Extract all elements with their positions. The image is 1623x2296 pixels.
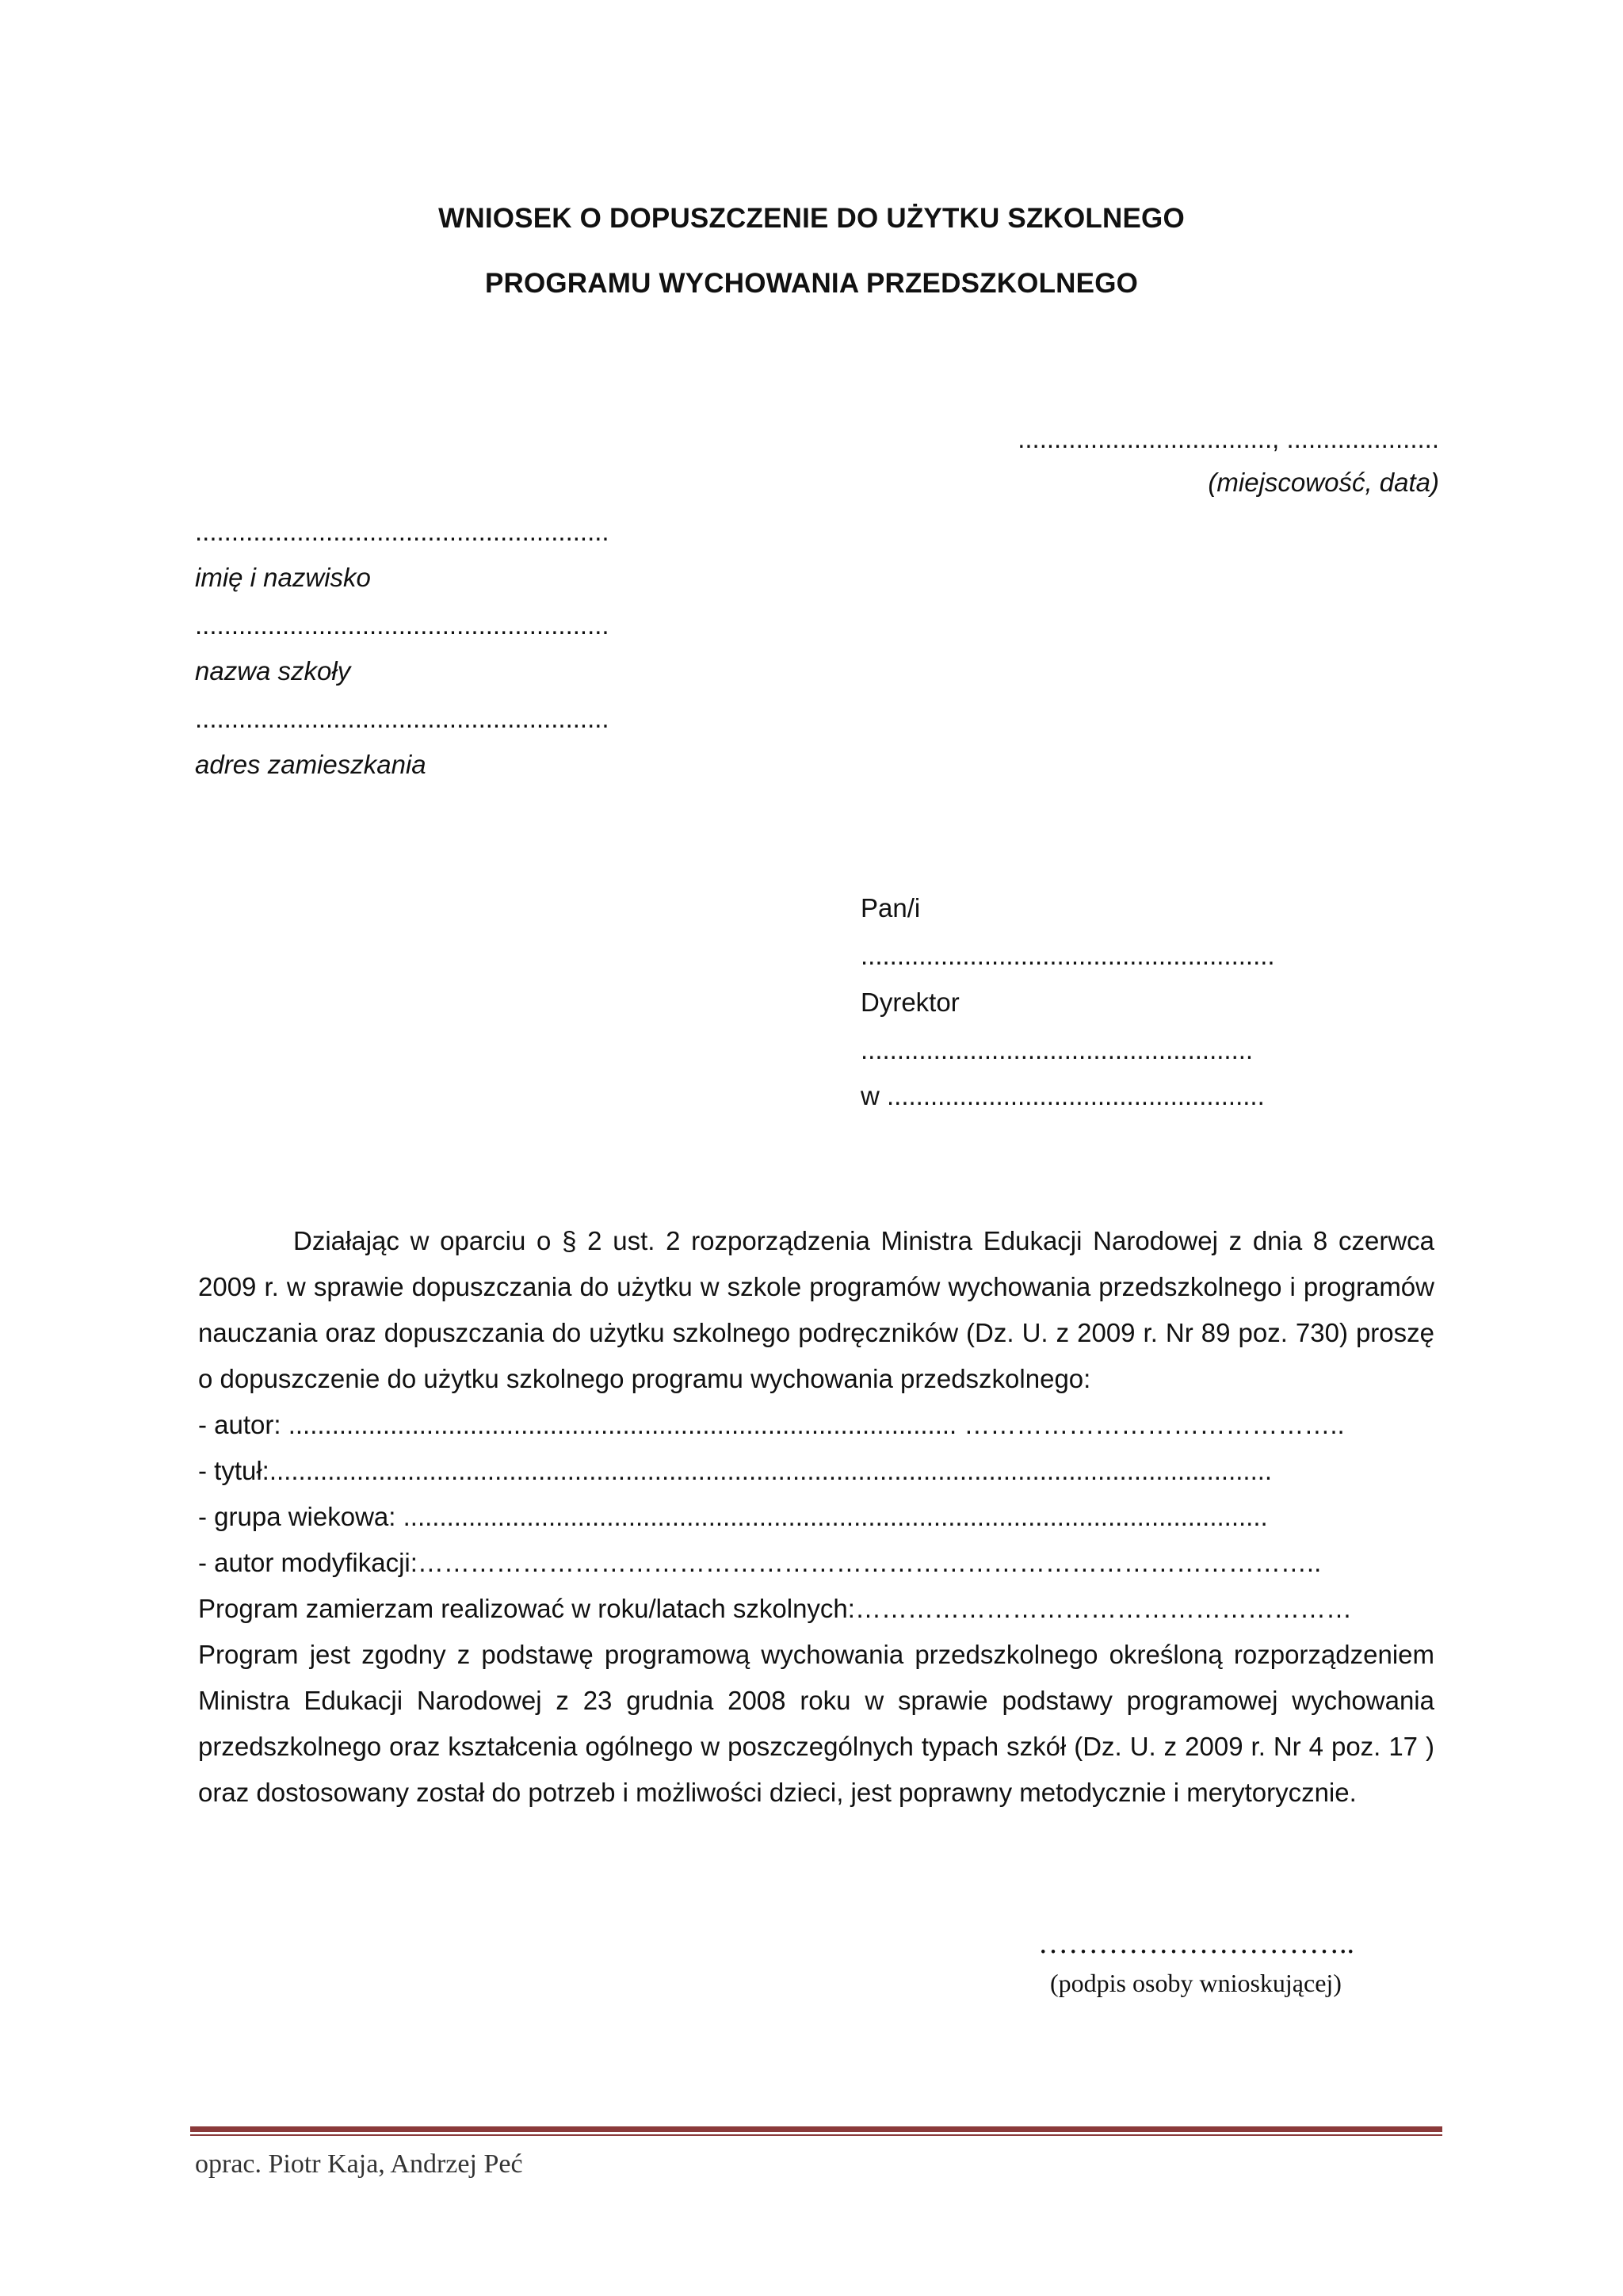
footer-rule-thin xyxy=(190,2134,1442,2136)
recipient-salutation: Pan/i xyxy=(861,893,921,923)
place-date-label: (miejscowość, data) xyxy=(1208,468,1439,497)
place-date-dots: ..................................., ..................... xyxy=(1018,424,1439,453)
signature-label: (podpis osoby wnioskującej) xyxy=(1050,1969,1342,1997)
applicant-school-dots: ......................................................... xyxy=(195,610,609,640)
footer-credit: oprac. Piotr Kaja, Andrzej Peć xyxy=(195,2149,523,2179)
conformity-paragraph: Program jest zgodny z podstawę programową wychowania przedszkolnego określoną rozporządzeniem Ministra Edukacji Narodowej z 23 grudnia 2008 roku w sprawie podstawy programowej wychowania przedszkolnego oraz kształcenia ogólnego w poszczególnych typach szkół (Dz. U. z 2009 r. Nr 4 poz. 17 ) oraz dostosowany został do potrzeb i możliwości dzieci, jest poprawny metodycznie i merytorycznie. xyxy=(198,1640,1434,1807)
author-line: - autor: ............................................................................................ …………………………………….. xyxy=(198,1410,1345,1439)
applicant-name-dots: ......................................................... xyxy=(195,517,609,546)
request-body xyxy=(198,1218,1434,1816)
recipient-school-dots: ...................................................... xyxy=(861,1035,1254,1064)
signature-dots: ………………………….. xyxy=(1038,1927,1354,1960)
footer-rule xyxy=(190,2126,1442,2132)
recipient-name-dots: ......................................................... xyxy=(861,941,1275,970)
recipient-role: Dyrektor xyxy=(861,988,960,1017)
modification-author-line: - autor modyfikacji:………………………………………………………………………………………….. xyxy=(198,1548,1322,1577)
title-line: - tytuł:.......................................................................................................................................... xyxy=(198,1456,1273,1485)
applicant-address-label: adres zamieszkania xyxy=(195,750,426,779)
intro-paragraph: Działając w oparciu o § 2 ust. 2 rozporządzenia Ministra Edukacji Narodowej z dnia 8 czerwca 2009 r. w sprawie dopuszczania do użytku w szkole programów wychowania przedszkolnego i programów nauczania oraz dopuszczania do użytku szkolnego podręczników (Dz. U. z 2009 r. Nr 89 poz. 730) proszę o dopuszczenie do użytku szkolnego programu wychowania przedszkolnego: xyxy=(198,1226,1434,1393)
recipient-location-line: w .................................................... xyxy=(861,1081,1265,1110)
applicant-school-label: nazwa szkoły xyxy=(195,656,351,686)
applicant-name-label: imię i nazwisko xyxy=(195,563,371,592)
title-line-2: PROGRAMU WYCHOWANIA PRZEDSZKOLNEGO xyxy=(484,268,1139,299)
title-line-1: WNIOSEK O DOPUSZCZENIE DO UŻYTKU SZKOLNEGO xyxy=(438,203,1185,234)
age-group-line: - grupa wiekowa: ....................................................................................................................... xyxy=(198,1502,1268,1531)
school-years-line: Program zamierzam realizować w roku/latach szkolnych:………………………………………………… xyxy=(198,1594,1352,1623)
applicant-address-dots: ......................................................... xyxy=(195,704,609,733)
